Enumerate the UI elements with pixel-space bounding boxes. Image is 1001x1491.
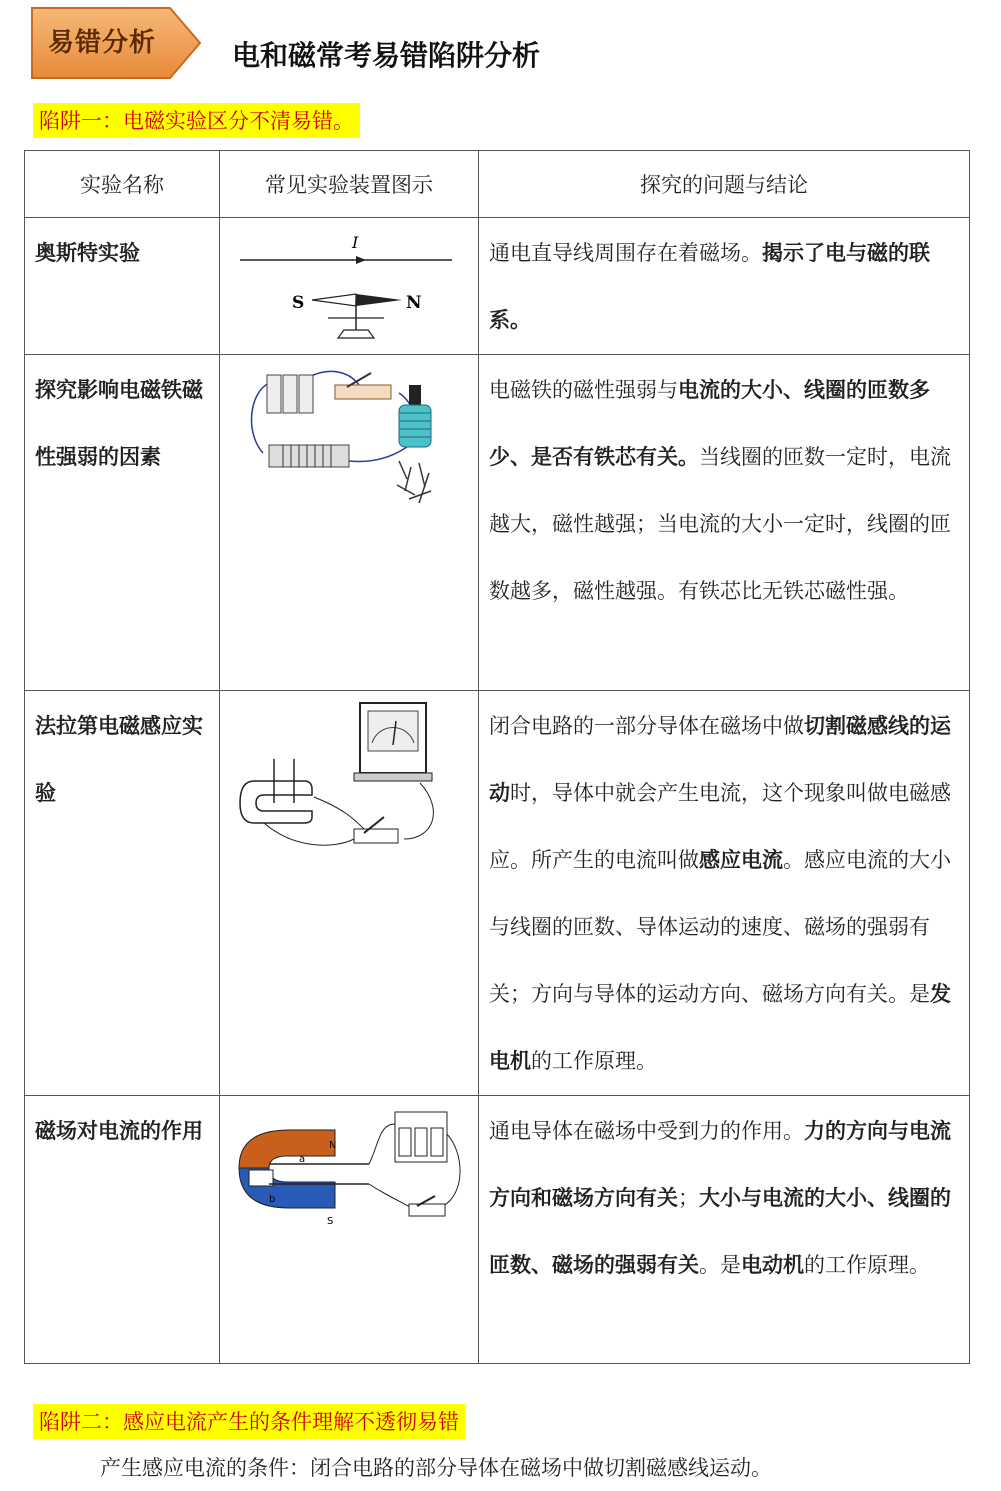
table-header-row bbox=[25, 151, 970, 218]
rod-a-label: a bbox=[299, 1154, 306, 1165]
pole-n-label: N bbox=[406, 293, 422, 313]
table-row bbox=[25, 691, 970, 1096]
table-row bbox=[25, 355, 970, 691]
oersted-apparatus-figure bbox=[234, 226, 464, 344]
current-label: I bbox=[352, 233, 359, 252]
induction-condition-text: 产生感应电流的条件：闭合电路的部分导体在磁场中做切割磁感线运动。 bbox=[100, 1456, 772, 1480]
experiment-name: 法拉第电磁感应实验 bbox=[35, 714, 203, 805]
faraday-apparatus-figure bbox=[234, 699, 464, 859]
experiment-name: 探究影响电磁铁磁性强弱的因素 bbox=[35, 378, 203, 469]
experiments-table bbox=[24, 150, 970, 1364]
badge-label: 易错分析 bbox=[48, 28, 157, 58]
rod-b-label: b bbox=[269, 1194, 276, 1205]
magnet-n-label: N bbox=[329, 1140, 337, 1151]
conclusion-text: 通电直导线周围存在着磁场。揭示了电与磁的联系。 bbox=[489, 241, 930, 332]
conclusion-text: 闭合电路的一部分导体在磁场中做切割磁感线的运动时，导体中就会产生电流，这个现象叫做电磁感应。所产生的电流叫做感应电流。感应电流的大小与线圈的匝数、导体运动的速度、磁场的强弱有关；方向与导体的运动方向、磁场方向有关。是发电机的工作原理。 bbox=[489, 714, 951, 1073]
header-question-conclusion: 探究的问题与结论 bbox=[479, 151, 970, 218]
electromagnet-apparatus-figure bbox=[239, 363, 459, 513]
page-title: 电和磁常考易错陷阱分析 bbox=[232, 39, 541, 72]
header-experiment-name: 实验名称 bbox=[25, 151, 220, 218]
header-apparatus-figure: 常见实验装置图示 bbox=[220, 151, 479, 218]
table-row bbox=[25, 218, 970, 355]
trap-two-heading: 陷阱二：感应电流产生的条件理解不透彻易错 bbox=[33, 1404, 465, 1439]
motor-principle-apparatus-figure bbox=[229, 1104, 469, 1232]
section-badge bbox=[30, 6, 200, 78]
table-row bbox=[25, 1096, 970, 1364]
experiment-name: 奥斯特实验 bbox=[35, 241, 140, 265]
pole-s-label: S bbox=[292, 293, 305, 313]
conclusion-text: 通电导体在磁场中受到力的作用。力的方向与电流方向和磁场方向有关；大小与电流的大小、线圈的匝数、磁场的强弱有关。是电动机的工作原理。 bbox=[489, 1119, 951, 1277]
experiment-name: 磁场对电流的作用 bbox=[35, 1119, 203, 1143]
conclusion-text: 电磁铁的磁性强弱与电流的大小、线圈的匝数多少、是否有铁芯有关。当线圈的匝数一定时，电流越大，磁性越强；当电流的大小一定时，线圈的匝数越多，磁性越强。有铁芯比无铁芯磁性强。 bbox=[489, 378, 951, 603]
trap-one-heading: 陷阱一：电磁实验区分不清易错。 bbox=[33, 103, 360, 138]
magnet-s-label: S bbox=[327, 1216, 334, 1227]
